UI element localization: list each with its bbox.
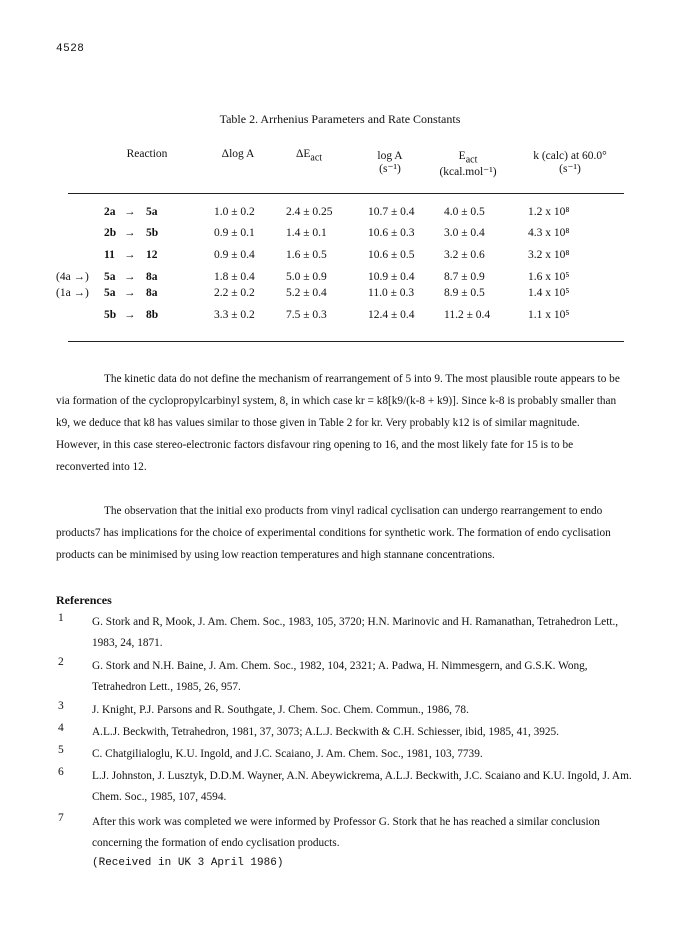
paragraph-2: The observation that the initial exo products from vinyl radical cyclisation can undergo rearrangement to endo products7 has implications for the choice of experimental conditions for synthetic work. The formation of endo cyclisation products can be minimised by using low reaction temperatures and high stannane concentrations. [56, 505, 611, 561]
reaction-to: 5b [146, 227, 159, 239]
header-log-a: log A (s⁻¹) [377, 150, 403, 175]
cell-log-a: 10.6 ± 0.5 [368, 249, 415, 261]
reference-text: A.L.J. Beckwith, Tetrahedron, 1981, 37, 3073; A.L.J. Beckwith & C.H. Schiesser, ibid, 1985, 41, 3925. [92, 726, 560, 738]
reference-number: 4 [58, 722, 64, 734]
reference-text: L.J. Johnston, J. Lusztyk, D.D.M. Wayner, A.N. Abeywickrema, A.L.J. Beckwith, J.C. Scaiano and K.U. Ingold, J. Am. Chem. Soc., 1985, 107, 4594. [92, 770, 632, 803]
reference-number: 7 [58, 812, 64, 824]
reference-text: J. Knight, P.J. Parsons and R. Southgate, J. Chem. Soc. Chem. Commun., 1986, 78. [92, 704, 469, 716]
reference-text: After this work was completed we were informed by Professor G. Stork that he has reached a similar conclusion concerning the formation of endo cyclisation products. [92, 816, 600, 849]
reaction-prefix: (1a →) [56, 287, 89, 299]
cell-delta-eact: 1.4 ± 0.1 [286, 227, 327, 239]
cell-log-a: 10.7 ± 0.4 [368, 206, 415, 218]
cell-log-a: 11.0 ± 0.3 [368, 287, 415, 299]
reference-text: G. Stork and N.H. Baine, J. Am. Chem. Soc., 1982, 104, 2321; A. Padwa, H. Nimmesgern, and G.S.K. Wong, Tetrahedron Lett., 1985, 26, 957. [92, 660, 588, 693]
reference-number: 5 [58, 744, 64, 756]
reaction-from: 2a [104, 206, 116, 218]
table-rule-bottom [68, 341, 624, 342]
reaction-from: 11 [104, 249, 115, 261]
reaction-to: 12 [146, 249, 158, 261]
paragraph-1: The kinetic data do not define the mechanism of rearrangement of 5 into 9. The most plausible route appears to be via formation of the cyclopropylcarbinyl system, 8, in which case kr = k8[k9/(k-8 + k9)]. Since k-8 is probably smaller than k9, we deduce that k8 has values similar to those given in Table 2 for kr. Very probably k12 is of similar magnitude. However, in this case stereo-electronic factors disfavour ring opening to 16, and the most likely fate for 15 is to be reconverted into 12. [56, 373, 620, 473]
cell-delta-log-a: 1.0 ± 0.2 [214, 206, 255, 218]
table-rule-top [68, 193, 624, 194]
cell-k-calc: 1.1 x 10⁵ [528, 309, 570, 321]
reference-text: C. Chatgilialoglu, K.U. Ingold, and J.C. Scaiano, J. Am. Chem. Soc., 1981, 103, 7739. [92, 748, 483, 760]
cell-eact: 8.9 ± 0.5 [444, 287, 485, 299]
reaction-from: 5a [104, 271, 116, 283]
header-reaction: Reaction [126, 148, 168, 160]
reaction-from: 2b [104, 227, 117, 239]
reaction-from: 5a [104, 287, 116, 299]
reference-text: G. Stork and R, Mook, J. Am. Chem. Soc., 1983, 105, 3720; H.N. Marinovic and H. Ramanathan, Tetrahedron Lett., 1983, 24, 1871. [92, 616, 619, 649]
header-delta-eact: $\Delta E_{act}$ [295, 148, 323, 164]
cell-delta-log-a: 0.9 ± 0.4 [214, 249, 255, 261]
cell-k-calc: 1.6 x 10⁵ [528, 271, 570, 283]
reaction-to: 5a [146, 206, 158, 218]
cell-delta-log-a: 1.8 ± 0.4 [214, 271, 255, 283]
reference-number: 3 [58, 700, 64, 712]
cell-eact: 11.2 ± 0.4 [444, 309, 491, 321]
cell-k-calc: 1.4 x 10⁵ [528, 287, 570, 299]
header-eact: $E_{act}$ (kcal.mol⁻¹) [439, 150, 497, 179]
reaction-from: 5b [104, 309, 117, 321]
page-number: 4528 [56, 43, 85, 55]
reaction-arrow: → [124, 271, 136, 283]
references-title: References [56, 593, 112, 607]
cell-log-a: 10.9 ± 0.4 [368, 271, 415, 283]
reaction-prefix: (4a →) [56, 271, 89, 283]
reaction-arrow: → [124, 227, 136, 239]
cell-delta-log-a: 3.3 ± 0.2 [214, 309, 255, 321]
reaction-to: 8a [146, 271, 158, 283]
header-delta-log-a: Δlog A [221, 148, 255, 160]
cell-delta-log-a: 2.2 ± 0.2 [214, 287, 255, 299]
reaction-to: 8b [146, 309, 159, 321]
cell-eact: 8.7 ± 0.9 [444, 271, 485, 283]
cell-k-calc: 4.3 x 10⁸ [528, 227, 570, 239]
cell-log-a: 10.6 ± 0.3 [368, 227, 415, 239]
reaction-arrow: → [124, 309, 136, 321]
reaction-arrow: → [124, 206, 136, 218]
cell-delta-eact: 5.0 ± 0.9 [286, 271, 327, 283]
cell-eact: 3.2 ± 0.6 [444, 249, 485, 261]
reference-number: 6 [58, 766, 64, 778]
table-title: Table 2. Arrhenius Parameters and Rate Constants [219, 112, 461, 126]
cell-delta-eact: 7.5 ± 0.3 [286, 309, 327, 321]
cell-delta-eact: 2.4 ± 0.25 [286, 206, 333, 218]
reaction-arrow: → [124, 249, 136, 261]
received-date: (Received in UK 3 April 1986) [92, 857, 284, 869]
cell-delta-eact: 5.2 ± 0.4 [286, 287, 327, 299]
reference-number: 2 [58, 656, 64, 668]
header-k-calc: k (calc) at 60.0° (s⁻¹) [533, 150, 607, 175]
cell-eact: 3.0 ± 0.4 [444, 227, 485, 239]
cell-eact: 4.0 ± 0.5 [444, 206, 485, 218]
reaction-arrow: → [124, 287, 136, 299]
cell-delta-eact: 1.6 ± 0.5 [286, 249, 327, 261]
cell-k-calc: 1.2 x 10⁸ [528, 206, 570, 218]
reaction-to: 8a [146, 287, 158, 299]
reference-number: 1 [58, 612, 64, 624]
cell-log-a: 12.4 ± 0.4 [368, 309, 415, 321]
cell-k-calc: 3.2 x 10⁸ [528, 249, 570, 261]
cell-delta-log-a: 0.9 ± 0.1 [214, 227, 255, 239]
